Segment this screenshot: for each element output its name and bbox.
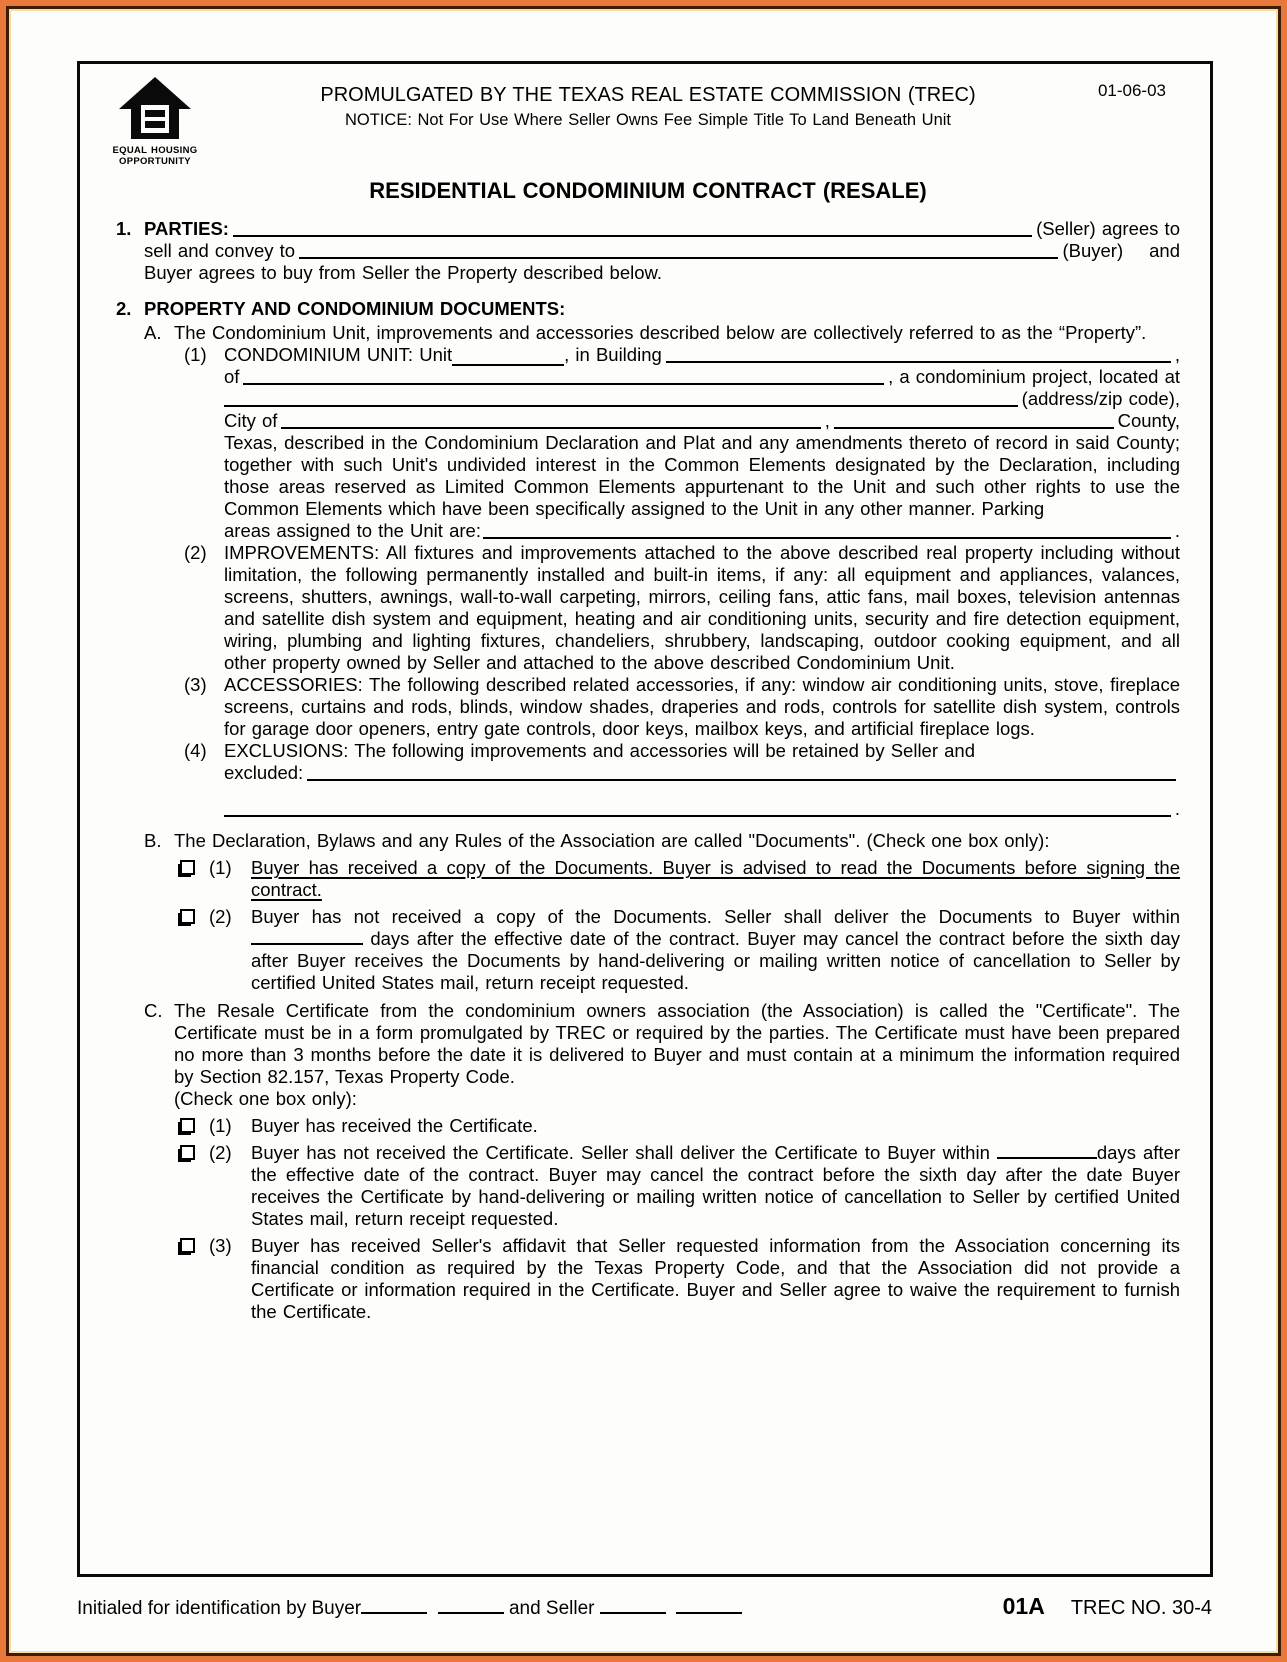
subsection-a [144, 322, 1180, 820]
c-days-field[interactable] [997, 1147, 1097, 1159]
city-field[interactable] [281, 427, 820, 429]
page-footer [77, 1593, 1216, 1620]
condo-unit-text: CONDOMINIUM UNIT: Unit [224, 344, 453, 365]
parties-line3: Buyer agrees to buy from Seller the Property described below. [144, 262, 663, 283]
section-parties [116, 218, 1180, 284]
parking-areas-text: areas assigned to the Unit are: [224, 520, 481, 541]
section-2-number: 2. [116, 298, 132, 319]
and-text: and [1149, 240, 1180, 261]
exclusions-field-line1[interactable] [307, 779, 1176, 781]
c-option-2-number: (2) [209, 1142, 232, 1163]
seller-name-field[interactable] [233, 235, 1032, 237]
excluded-label: excluded: [224, 762, 304, 783]
item-2-number: (2) [184, 542, 207, 563]
of-text: of [224, 366, 240, 387]
subsection-a-letter: A. [144, 322, 162, 343]
b-option-2-text-pre: Buyer has not received a copy of the Documents. Seller shall deliver the Documents to Buyer within [251, 906, 1180, 927]
subsection-b-letter: B. [144, 830, 162, 851]
seller-initial-field-2[interactable] [676, 1602, 742, 1614]
subsection-c-intro: The Resale Certificate from the condominium owners association (the Association) is called the "Certificate". The Certificate must be in a form promulgated by TREC or required by the parties. The Certificate must have been prepared no more than 3 months before the date it is delivered to Buyer and must contain at a minimum the information required by Section 82.157, Texas Property Code. [174, 1000, 1180, 1087]
subsection-b [144, 830, 1180, 994]
seller-label: (Seller) agrees to [1036, 218, 1180, 239]
notice-line: NOTICE: Not For Use Where Seller Owns Fee Simple Title To Land Beneath Unit [344, 111, 952, 129]
convey-text: sell and convey to [144, 240, 296, 261]
project-text: , a condominium project, located at [888, 366, 1180, 387]
promulgated-line: PROMULGATED BY THE TEXAS REAL ESTATE COMMISSION (TREC) [320, 84, 976, 106]
section-property-heading-row [116, 298, 1180, 320]
checkbox-b1[interactable] [180, 860, 195, 875]
section-1-number: 1. [116, 218, 132, 239]
c-option-3-text: Buyer has received Seller's affidavit that Seller requested information from the Association concerning its financial condition as required by the Texas Property Code, and that the Association did not provide a Certificate or information required in the Certificate. Buyer and Seller agree to waive the requirement to furnish the Certificate. [251, 1235, 1180, 1322]
page-code: 01A [1002, 1593, 1045, 1619]
unit-number-field[interactable] [452, 354, 564, 366]
parties-heading: PARTIES: [144, 218, 229, 239]
c-option-1-text: Buyer has received the Certificate. [251, 1115, 538, 1136]
building-field[interactable] [666, 361, 1171, 363]
equal-housing-house-icon [117, 76, 193, 140]
item-improvements [184, 542, 1180, 674]
c-option-1-number: (1) [209, 1115, 232, 1136]
exclusions-body: EXCLUSIONS: The following improvements and accessories will be retained by Seller and [224, 740, 976, 761]
c-option-3-number: (3) [209, 1235, 232, 1256]
logo-caption-line2: OPPORTUNITY [119, 156, 191, 167]
in-building-text: , in Building [564, 344, 662, 365]
subsection-c [144, 1000, 1180, 1323]
initials-label: Initialed for identification by Buyer [77, 1598, 362, 1619]
period-text: . [1174, 520, 1180, 541]
item-4-number: (4) [184, 740, 207, 761]
buyer-label: (Buyer) [1062, 240, 1124, 261]
c-option-2-text-post: days after the effective date of the contract. Buyer may cancel the contract before the sixth day after the date Buyer receives the Certificate by hand-delivering or mailing written notice of cancellation to Seller by certified United States mail, return receipt requested. [251, 1142, 1180, 1229]
address-zip-label: (address/zip code), [1021, 388, 1180, 409]
subsection-a-intro: The Condominium Unit, improvements and accessories described below are collectively referred to as the “Property”. [174, 322, 1147, 343]
item-exclusions [184, 740, 1180, 820]
document-page [11, 11, 1276, 1651]
c-option-2-row [180, 1142, 1180, 1230]
property-heading: PROPERTY AND CONDOMINIUM DOCUMENTS: [144, 298, 566, 319]
frame-dark-line [6, 6, 1281, 1656]
checkbox-c1[interactable] [180, 1118, 195, 1133]
city-comma: , [824, 410, 830, 431]
form-number: TREC NO. 30-4 [1070, 1597, 1212, 1619]
buyer-initial-field-2[interactable] [438, 1602, 504, 1614]
b-option-2-text-post: days after the effective date of the contract. Buyer may cancel the contract before the sixth day after Buyer receives the Documents by hand-delivering or mailing written notice of cancellation to Seller by certified United States mail, return receipt requested. [251, 928, 1181, 993]
c-option-2-text-pre: Buyer has not received the Certificate. Seller shall deliver the Certificate to Buyer within [251, 1142, 990, 1163]
subsection-c-letter: C. [144, 1000, 163, 1021]
b-option-1-text: Buyer has received a copy of the Documents. Buyer is advised to read the Documents before signing the contract. [251, 857, 1180, 900]
exclusions-period: . [1174, 798, 1180, 819]
revision-date: 01-06-03 [1097, 81, 1166, 100]
city-of-text: City of [224, 410, 278, 431]
county-field[interactable] [834, 427, 1114, 429]
project-name-field[interactable] [243, 383, 884, 385]
and-seller-label: and Seller [508, 1598, 595, 1619]
equal-housing-logo [96, 76, 214, 167]
b-option-2-number: (2) [209, 906, 232, 927]
buyer-name-field[interactable] [299, 257, 1058, 259]
document-header [112, 76, 1180, 167]
c-check-note: (Check one box only): [174, 1088, 357, 1109]
address-field[interactable] [224, 405, 1018, 407]
accessories-body: ACCESSORIES: The following described related accessories, if any: window air conditioning units, stove, fireplace screens, curtains and rods, blinds, window shades, draperies and rods, controls for satellite dish system, controls for garage door openers, entry gate controls, door keys, mailbox keys, and artificial fireplace logs. [224, 674, 1180, 739]
frame-cream-line [9, 9, 1278, 1653]
item-accessories [184, 674, 1180, 740]
item-condominium-unit [184, 344, 1180, 542]
b-days-field[interactable] [251, 933, 363, 945]
logo-caption-line1: EQUAL HOUSING [112, 145, 198, 156]
buyer-initial-field-1[interactable] [361, 1602, 427, 1614]
seller-initial-field-1[interactable] [600, 1602, 666, 1614]
contract-box [77, 61, 1213, 1577]
c-option-3-row [180, 1235, 1180, 1323]
condo-unit-body: Texas, described in the Condominium Declaration and Plat and any amendments thereto of record in said County; together with such Unit's undivided interest in the Common Elements designated by the Declaration, including those areas reserved as Limited Common Elements appurtenant to the Unit and such other rights to use the Common Elements which have been specifically assigned to the Unit in any other manner. Parking [224, 432, 1180, 519]
b-option-2-row [180, 906, 1180, 994]
item-3-number: (3) [184, 674, 207, 695]
county-label: County, [1117, 410, 1180, 431]
document-title: RESIDENTIAL CONDOMINIUM CONTRACT (RESALE) [369, 178, 927, 203]
c-option-1-row [180, 1115, 1180, 1137]
exclusions-field-line2[interactable] [224, 815, 1171, 817]
checkbox-c3[interactable] [180, 1238, 195, 1253]
improvements-body: IMPROVEMENTS: All fixtures and improvements attached to the above described real property including without limitation, the following permanently installed and built-in items, if any: all equipment and appliances, valances, screens, shutters, awnings, wall-to-wall carpeting, mirrors, ceiling fans, attic fans, mail boxes, television antennas and satellite dish system and equipment, heating and air conditioning units, security and fire detection equipment, wiring, plumbing and lighting fixtures, chandeliers, shrubbery, landscaping, outdoor cooking equipment, and all other property owned by Seller and attached to the above described Condominium Unit. [224, 542, 1180, 673]
checkbox-b2[interactable] [180, 909, 195, 924]
parking-field[interactable] [483, 537, 1171, 539]
b-option-1-row [180, 857, 1180, 901]
checkbox-c2[interactable] [180, 1145, 195, 1160]
comma-text: , [1174, 344, 1180, 365]
b-option-1-number: (1) [209, 857, 232, 878]
subsection-b-intro: The Declaration, Bylaws and any Rules of the Association are called "Documents". (Check one box only): [174, 830, 1050, 851]
item-1-number: (1) [184, 344, 207, 365]
